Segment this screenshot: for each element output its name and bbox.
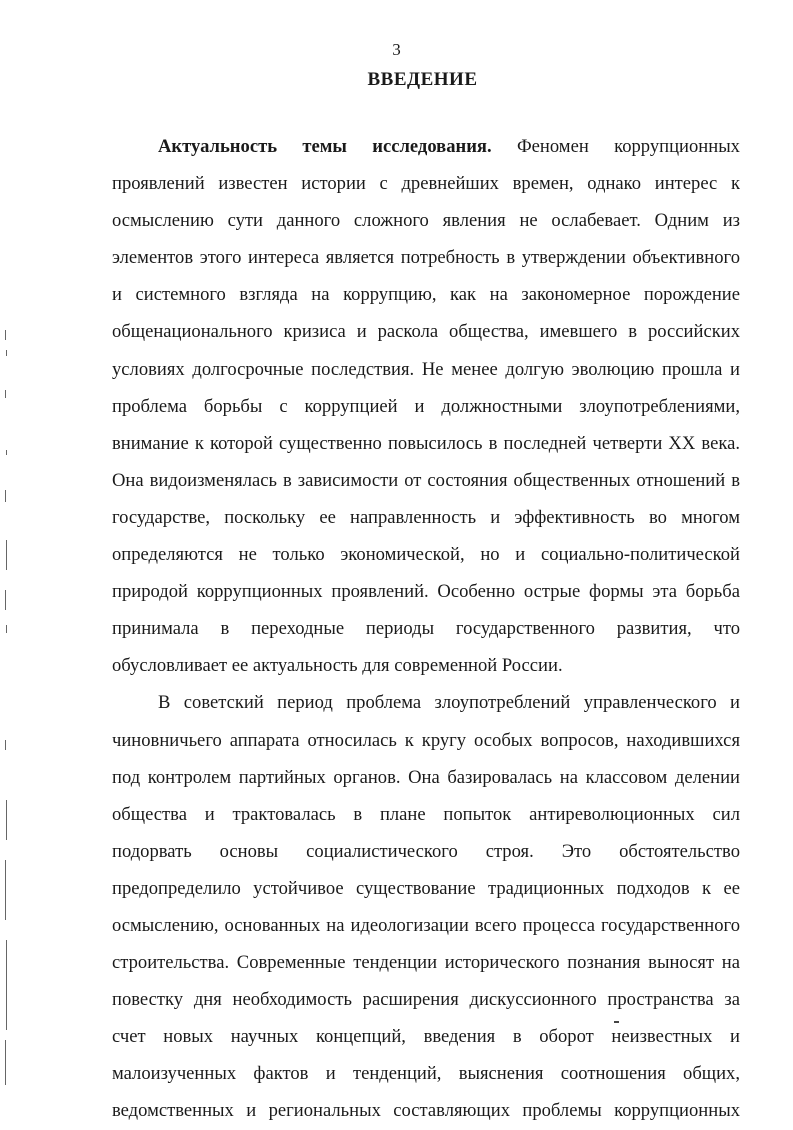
paragraph-2-line: повестку дня необходимость расширения дискуссионного пространства за (112, 989, 740, 1011)
paragraph-1-line: обусловливает ее актуальность для современной России. (112, 655, 563, 677)
scan-mark (6, 940, 7, 1030)
paragraph-2-line: осмыслению, основанных на идеологизации всего процесса государственного (112, 914, 740, 936)
scan-mark (5, 390, 6, 398)
paragraph-2-line: подорвать основы социалистического строя. Это обстоятельство (112, 840, 740, 862)
scan-mark (6, 625, 7, 633)
scan-mark (5, 740, 6, 750)
paragraph-2-line: предопределило устойчивое существование традиционных подходов к ее (112, 877, 740, 899)
paragraph-1-line: общенационального кризиса и раскола общества, имевшего в российских (112, 321, 740, 343)
scan-mark (5, 330, 6, 340)
paragraph-1-line: условиях долгосрочные последствия. Не менее долгую эволюцию прошла и (112, 358, 740, 380)
paragraph-2-line: В советский период проблема злоупотреблений управленческого и (158, 692, 740, 714)
page-number: 3 (392, 40, 401, 59)
section-heading: ВВЕДЕНИЕ (367, 69, 478, 90)
paragraph-1-line: природой коррупционных проявлений. Особенно острые формы эта борьба (112, 581, 740, 603)
paragraph-2-line: чиновничьего аппарата относилась к кругу особых вопросов, находившихся (112, 729, 740, 751)
paragraph-1-line: определяются не только экономической, но и социально-политической (112, 544, 740, 566)
paragraph-1-line: принимала в переходные периоды государственного развития, что (112, 618, 740, 640)
scan-mark (5, 860, 6, 920)
paragraph-1-line: проблема борьбы с коррупцией и должностными злоупотреблениями, (112, 395, 740, 417)
paragraph-1-line: проявлений известен истории с древнейших времен, однако интерес к (112, 173, 740, 195)
paragraph-1-line: Она видоизменялась в зависимости от состояния общественных отношений в (112, 469, 740, 491)
paragraph-1-line: государстве, поскольку ее направленность и эффективность во многом (112, 506, 740, 528)
scan-mark (6, 350, 7, 356)
paragraph-2-line: малоизученных фактов и тенденций, выяснения соотношения общих, (112, 1063, 740, 1085)
paragraph-2-line: под контролем партийных органов. Она базировалась на классовом делении (112, 766, 740, 788)
paragraph-2-line: общества и трактовалась в плане попыток антиреволюционных сил (112, 803, 740, 825)
scan-mark (5, 490, 6, 502)
body-text (112, 128, 740, 1130)
scan-mark (6, 450, 7, 455)
scan-mark (6, 800, 7, 840)
scan-mark (5, 590, 6, 610)
paragraph-1-line-1-rest: Феномен коррупционных (491, 136, 740, 157)
scan-mark (5, 1040, 6, 1085)
paragraph-1-line: и системного взгляда на коррупцию, как на закономерное порождение (112, 284, 740, 306)
paragraph-2-line: строительства. Современные тенденции исторического познания выносят на (112, 952, 740, 974)
paragraph-1-line: осмыслению сути данного сложного явления не ослабевает. Одним из (112, 210, 740, 232)
scan-mark (6, 540, 7, 570)
paragraph-1-line: внимание к которой существенно повысилось в последней четверти XX века. (112, 432, 740, 454)
paragraph-1-line-1 (112, 128, 740, 165)
paragraph-2-line: ведомственных и региональных составляющих проблемы коррупционных (112, 1100, 740, 1122)
paragraph-2-line: счет новых научных концепций, введения в оборот неизвестных и (112, 1026, 740, 1048)
scan-dash-mark (614, 1021, 619, 1023)
paragraph-1-line: элементов этого интереса является потребность в утверждении объективного (112, 247, 740, 269)
paragraph-1-lead: Актуальность темы исследования. (158, 136, 492, 157)
scan-edge-artifacts (2, 300, 10, 1090)
